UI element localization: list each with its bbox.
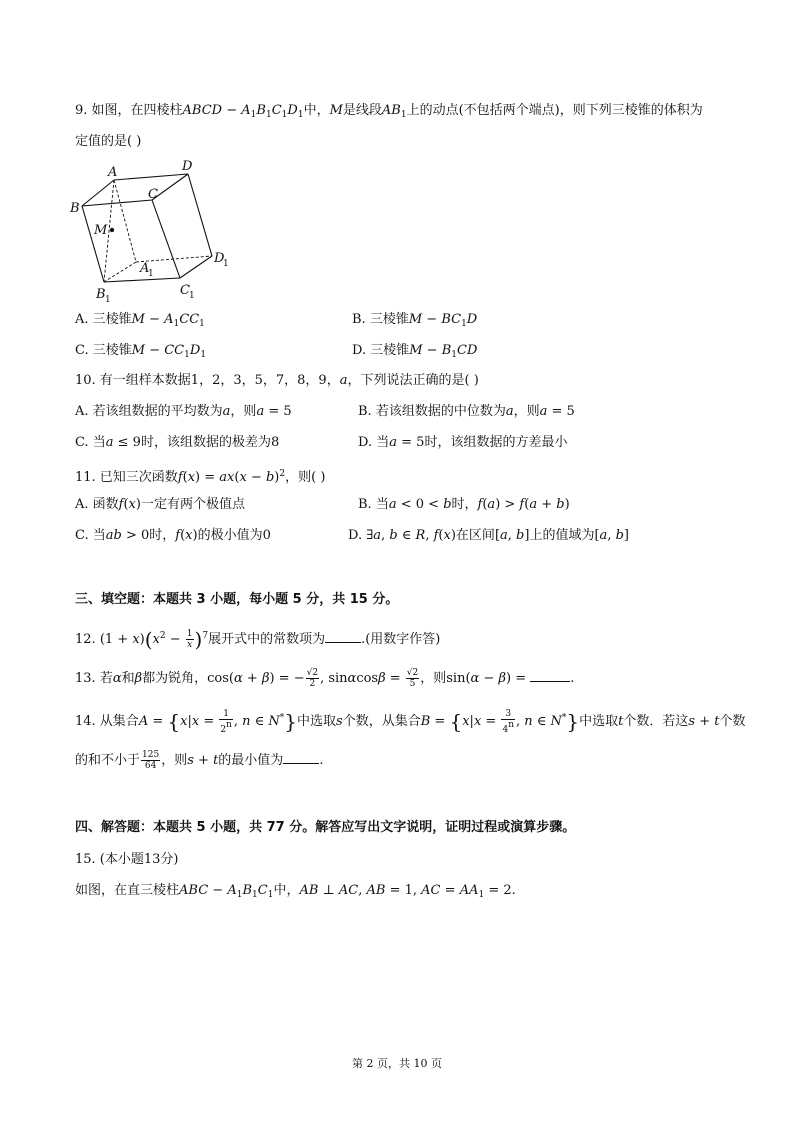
label-M: M xyxy=(94,223,108,238)
label-D1: D xyxy=(214,251,225,266)
q11-option-b: B. 当a < 0 < b时，f(a) > f(a + b) xyxy=(358,497,570,512)
q9-stem-text: 9. 如图，在四棱柱 xyxy=(75,103,183,118)
label-C1: C xyxy=(180,283,190,298)
label-D1-sub: 1 xyxy=(223,259,229,269)
label-B: B xyxy=(70,201,80,216)
q9-option-a: A. 三棱锥$M - A_1CC_1$ xyxy=(75,312,205,329)
q10-stem: 10. 有一组样本数据1，2，3，5，7，8，9，a，下列说法正确的是( ) xyxy=(75,373,479,388)
label-C1-sub: 1 xyxy=(189,291,195,301)
q15-stem: 如图，在直三棱柱ABC − $A_1B_1C_1$中，AB ⊥ AC, AB = 1, AC = $AA_1 = 2$. xyxy=(75,883,516,900)
q12: 12. $(1 + x)(x^2$ − $\frac{1}{x}$ )$^7$展开式中的常数项为 .(用数字作答) xyxy=(75,627,441,652)
label-B1-sub: 1 xyxy=(105,295,111,305)
label-C: C xyxy=(148,187,158,202)
q11-option-c: C. 当ab > 0时，f(x)的极小值为0 xyxy=(75,528,271,543)
section-4-heading: 四、解答题：本题共 5 小题，共 77 分。解答应写出文字说明，证明过程或演算步骤。 xyxy=(75,820,576,835)
label-D: D xyxy=(182,159,193,174)
q9-stem-text: 中， xyxy=(303,103,330,118)
label-A1: A xyxy=(140,261,150,276)
q13: 13. 若α和β都为锐角，cos(α + β) = − $\frac{√2}{2}$ , sinαcosβ = $\frac{√2}{5}$ ，则sin(α − β) = . xyxy=(75,668,575,689)
q11-option-a: A. 函数f(x)一定有两个极值点 xyxy=(75,497,245,512)
q9-stem: 9. 如图，在四棱柱ABCD − $A_1B_1C_1D_1$中，M是线段$AB_1$上的动点(不包括两个端点)，则下列三棱锥的体积为 xyxy=(75,103,703,120)
page-footer: 第 2 页，共 10 页 xyxy=(352,1057,442,1070)
q9-option-b: B. 三棱锥$M - BC_1D$ xyxy=(352,312,478,329)
q15-heading: 15. (本小题13分) xyxy=(75,852,179,867)
q11-stem: 11. 已知三次函数$f(x) = ax(x - b)^2$，则( ) xyxy=(75,469,326,485)
q11-option-d: D. ∃a, b ∈ R, f(x)在区间[a, b]上的值域为[a, b] xyxy=(348,528,629,543)
prism-figure xyxy=(68,158,238,308)
q14-line1: 14. 从集合A = {x|x = $\frac{1}{2^n}$ , n ∈ N*}中选取s个数，从集合B = {x|x = $\frac{3}{4^n}$ , n ∈ N*}中选取t个数．若这s + t个数 xyxy=(75,708,746,735)
q10-option-b: B. 若该组数据的中位数为a，则a = 5 xyxy=(358,404,575,419)
label-A: A xyxy=(108,165,118,180)
q10-option-a: A. 若该组数据的平均数为a，则a = 5 xyxy=(75,404,292,419)
q14-line2: 的和不小于 $\frac{125}{64}$ ，则s + t的最小值为 . xyxy=(75,750,324,771)
q9-stem-line2: 定值的是( ) xyxy=(75,134,142,149)
q9-stem-text: 是线段 xyxy=(342,103,382,118)
q9-option-c: C. 三棱锥$M - CC_1D_1$ xyxy=(75,343,207,360)
section-3-heading: 三、填空题：本题共 3 小题，每小题 5 分，共 15 分。 xyxy=(75,592,399,607)
q9-stem-text: 上的动点(不包括两个端点)，则下列三棱锥的体积为 xyxy=(406,103,703,118)
q10-option-d: D. 当a = 5时，该组数据的方差最小 xyxy=(358,435,568,450)
q9-option-d: D. 三棱锥$M - B_1CD$ xyxy=(352,343,478,360)
label-B1: B xyxy=(96,287,106,302)
q10-option-c: C. 当a ≤ 9时，该组数据的极差为8 xyxy=(75,435,280,450)
label-A1-sub: 1 xyxy=(148,269,154,279)
